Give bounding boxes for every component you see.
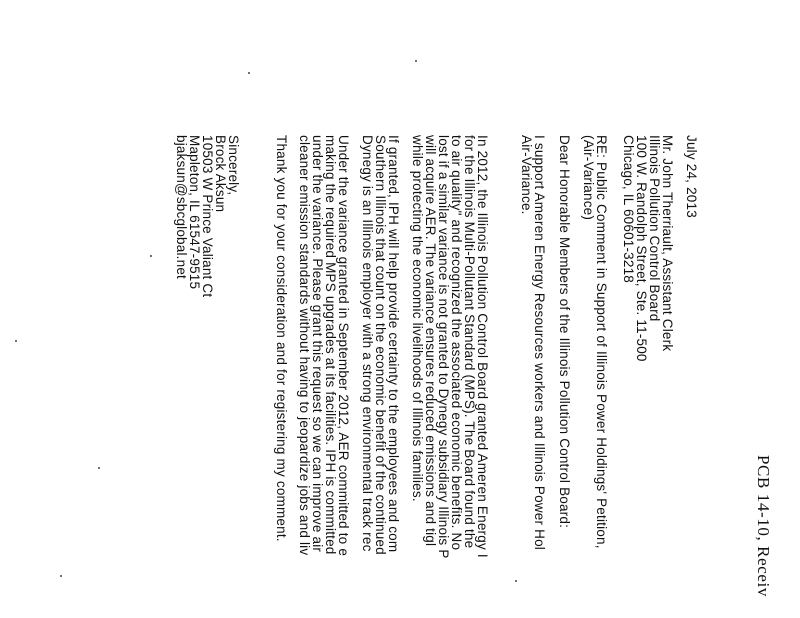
closing-line: Thank you for your consideration and for registering my comment. xyxy=(274,135,289,542)
scan-speck xyxy=(248,72,250,74)
scan-speck xyxy=(60,575,62,577)
received-stamp: PCB 14-10, Receiv xyxy=(754,455,773,597)
signer-email: bjaksun@sbcglobal.net xyxy=(174,135,189,279)
paragraph-line: lost if a similar variance is not granted to Dynegy subsidiary Illinois P xyxy=(436,135,451,559)
recipient-street: 100 W. Randolph Street, Ste. 11-500 xyxy=(634,135,649,362)
signer-street: 10503 W Prince Valiant Ct xyxy=(200,135,215,298)
paragraph-line: Dynegy is an Illinois employer with a strong environmental track rec xyxy=(360,135,375,552)
paragraph-line: will acquire AER. The variance ensures reduced emissions and tigl xyxy=(423,135,438,547)
paragraph-line: under the variance. Please grant this request so we can improve air xyxy=(310,135,325,553)
scan-speck xyxy=(15,340,17,342)
subject-line-1: RE: Public Comment in Support of Illinois Power Holdings' Petition, xyxy=(594,135,609,549)
intro-line-2: Air-Variance. xyxy=(519,135,534,215)
paragraph-line: to air quality" and recognized the associated economic benefits. No xyxy=(449,135,464,551)
scan-speck xyxy=(415,60,417,62)
paragraph-line: making the required MPS upgrades at its facilities. IPH is committed xyxy=(323,135,338,555)
paragraph-line: If granted, IPH will help provide certainty to the employees and com xyxy=(386,135,401,553)
paragraph-line: cleaner emission standards without having to jeopardize jobs and liv xyxy=(297,135,312,556)
signer-city: Mapleton, IL 61547-9515 xyxy=(187,135,202,290)
paragraph-line: Southern Illinois that count on the economic benefit of the continued xyxy=(373,135,388,555)
scan-speck xyxy=(98,467,100,469)
scan-speck xyxy=(150,255,152,257)
subject-line-2: (Air-Variance) xyxy=(581,135,596,221)
recipient-name: Mr. John Therriault, Assistant Clerk xyxy=(660,135,675,352)
paragraph-line: for the Illinois Multi-Pollutant Standard (MPS). The Board found the xyxy=(462,135,477,549)
paragraph-line: while protecting the economic livelihoods of Illinois families. xyxy=(410,135,425,502)
paragraph-line: In 2012, the Illinois Pollution Control Board granted Ameren Energy I xyxy=(475,135,490,558)
paragraph-line: Under the variance granted in September 2012, AER committed to e xyxy=(336,135,351,557)
intro-line-1: I support Ameren Energy Resources workers and Illinois Power Hol xyxy=(532,135,547,550)
valediction: Sincerely, xyxy=(226,135,241,196)
letter-date: July 24, 2013 xyxy=(684,135,699,218)
recipient-org: Illinois Pollution Control Board xyxy=(647,135,662,322)
signer-name: Brock Aksun xyxy=(213,135,228,213)
scan-speck xyxy=(515,580,517,582)
salutation: Dear Honorable Members of the Illinois Pollution Control Board: xyxy=(557,135,572,529)
recipient-city: Chicago, IL 60601-3218 xyxy=(621,135,636,284)
